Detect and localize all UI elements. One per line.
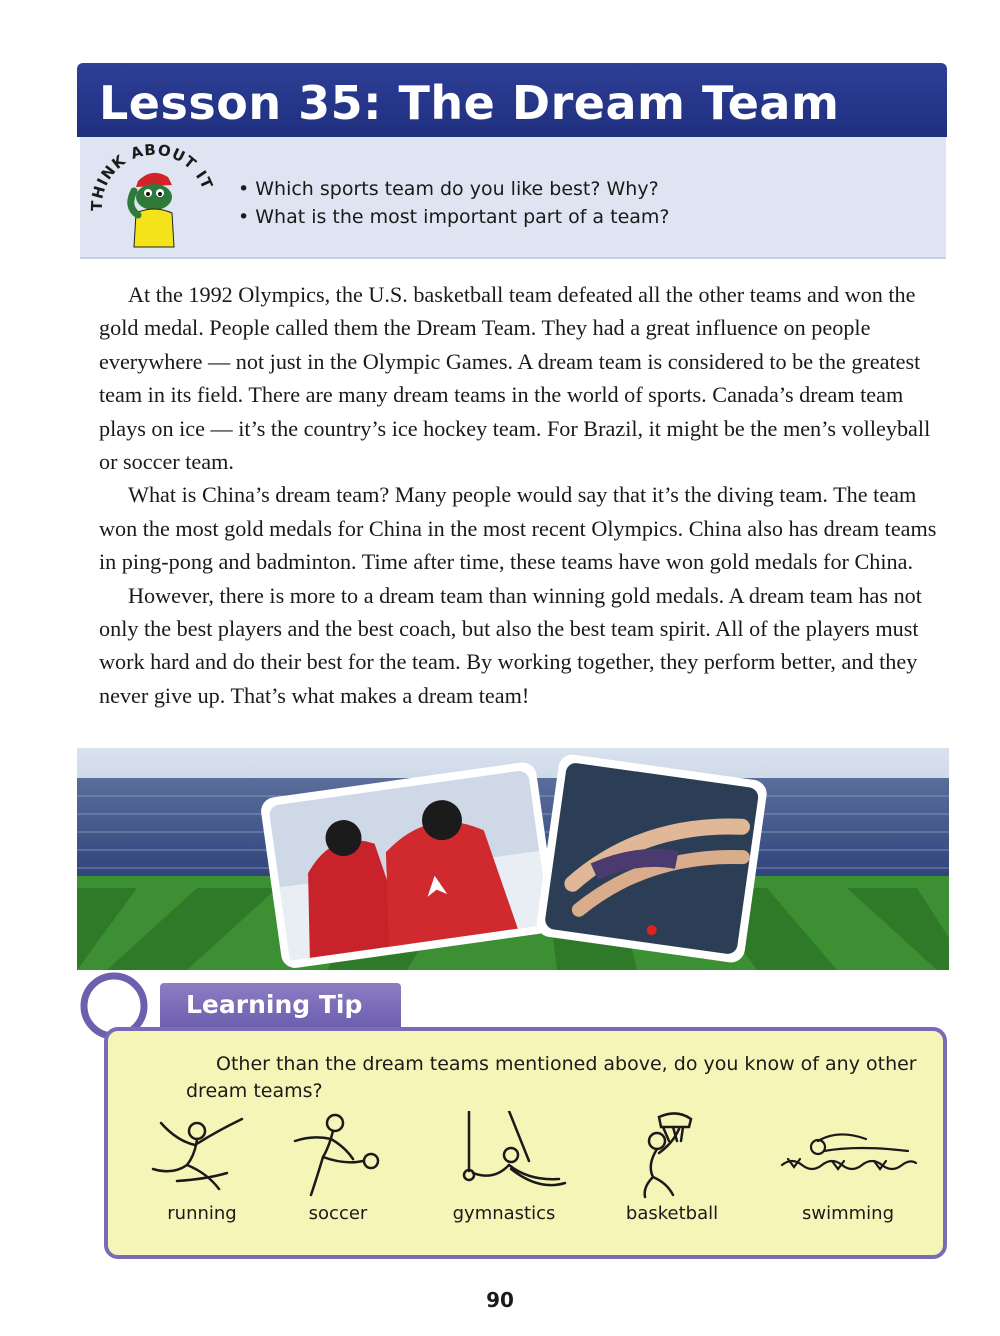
diving-photo [535,753,769,964]
learning-tip-line: Other than the dream teams mentioned above, do you know of any other [216,1053,917,1075]
page-number: 90 [486,1288,514,1312]
learning-tip-line: dream teams? [186,1080,323,1102]
stadium-illustration [77,748,949,970]
sport-label: basketball [625,1203,719,1224]
passage-paragraph: What is China’s dream team? Many people would say that it’s the diving team. The team won the most gold medals for China in the most recent Olympics. China also has dream teams in ping-pong and badminton. Time after time, these teams have won gold medals for China. [99,482,937,575]
think-about-it-box [80,137,946,259]
learning-tip-box [104,1027,947,1259]
learning-tip-tab [160,983,401,1027]
sport-gymnastics [434,1111,574,1224]
sport-basketball [602,1111,742,1224]
basketball-figure-icon [617,1111,727,1199]
sport-label: soccer [308,1203,368,1224]
soccer-figure-icon [283,1111,393,1199]
reading-passage [99,278,949,712]
passage-paragraph: However, there is more to a dream team than winning gold medals. A dream team has not only the best players and the best coach, but also the best team spirit. All of the players must work hard and do their best for the team. By working together, they perform better, and they never give up. That’s what makes a dream team! [99,582,922,708]
think-questions-list [238,175,670,231]
passage-paragraph: At the 1992 Olympics, the U.S. basketball team defeated all the other teams and won the gold medal. People called them the Dream Team. They had a great influence on people everywhere — not just in the Olympic Games. A dream team is considered to be the greatest team in its field. There are many dream teams in the world of sports. Canada’s dream team plays on ice — it’s the country’s ice hockey team. For Brazil, it might be the men’s volleyball or soccer team. [99,282,931,475]
think-question: • What is the most important part of a team? [238,203,670,231]
sport-label: gymnastics [452,1203,556,1224]
sport-label: swimming [801,1203,894,1224]
sport-running [132,1111,272,1224]
sport-label: running [167,1203,237,1224]
sport-swimming [778,1111,918,1224]
lesson-title: Lesson 35: The Dream Team [99,76,840,130]
think-about-it-mascot-icon [88,141,218,251]
swimming-figure-icon [778,1111,918,1199]
sport-soccer [268,1111,408,1224]
think-badge-text: THINK ABOUT IT [88,141,217,212]
stadium-photo-band [77,748,949,970]
learning-tip-title: Learning Tip [186,990,363,1019]
lesson-title-bar [77,63,947,137]
gymnastics-figure-icon [439,1111,569,1199]
running-figure-icon [147,1111,257,1199]
think-question: • Which sports team do you like best? Why? [238,175,670,203]
learning-tip-text [186,1051,926,1105]
